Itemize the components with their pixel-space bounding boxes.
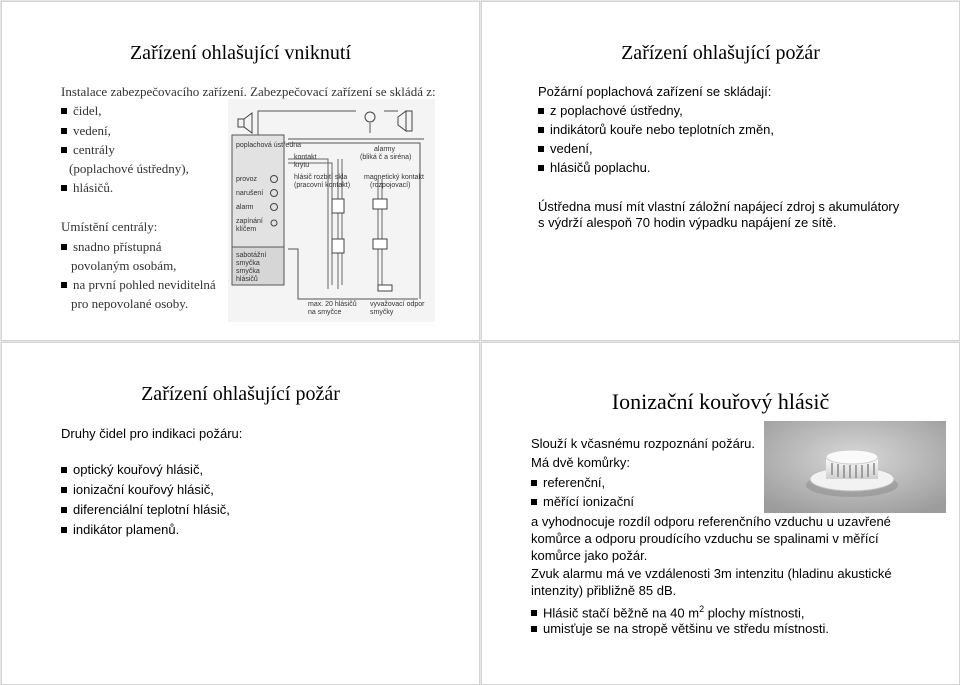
list-item: vedení, — [538, 140, 593, 158]
diagram-label: vyvažovací odpor — [370, 301, 425, 308]
list-item: optický kouřový hlásič, — [61, 460, 203, 480]
body-text: Slouží k včasnému rozpoznání požáru. — [531, 436, 756, 451]
intro-text: Druhy čidel pro indikaci požáru: — [61, 426, 243, 441]
list-item-continuation: pro nepovolané osoby. — [71, 296, 189, 311]
list-item: umisťuje se na stropě většinu ve středu místnosti. — [531, 620, 829, 638]
diagram-label: max. 20 hlásičů — [308, 301, 357, 308]
slide-title: Ionizační kouřový hlásič — [611, 389, 830, 414]
slide-title: Zařízení ohlašující požár — [141, 383, 340, 405]
bullet-icon — [61, 244, 67, 250]
diagram-label: (pracovní kontakt) — [294, 182, 351, 189]
alarm-wiring-diagram — [228, 99, 435, 322]
bullet-icon — [538, 146, 544, 152]
body-text: Zvuk alarmu má ve vzdálenosti 3m intenzitu (hladinu akustické — [531, 566, 892, 581]
bullet-icon — [61, 282, 67, 288]
bullet-icon — [61, 507, 67, 513]
bullet-icon — [531, 480, 537, 486]
list-item: vedení, — [61, 122, 111, 140]
diagram-label: narušení — [236, 190, 264, 197]
magnet-contact-box — [373, 199, 387, 209]
slide-intrusion-alarm — [1, 1, 480, 341]
body-text: Má dvě komůrky: — [531, 455, 630, 470]
diagram-label: sabotážní — [236, 252, 267, 259]
diagram-label: zapínání — [236, 218, 263, 225]
bullet-icon — [61, 128, 67, 134]
list-item: na první pohled neviditelná — [61, 276, 216, 294]
bullet-icon — [61, 185, 67, 191]
list-item: hlásičů. — [61, 179, 113, 197]
list-item: snadno přístupná — [61, 238, 161, 256]
list-item: diferenciální teplotní hlásič, — [61, 500, 230, 520]
diagram-label: na smyčce — [308, 309, 342, 316]
diagram-label: provoz — [236, 176, 258, 183]
diagram-label: hlásičů — [236, 276, 258, 283]
bullet-icon — [538, 165, 544, 171]
bullet-icon — [61, 108, 67, 114]
list-item: čidel, — [61, 102, 102, 120]
slide-ionization-detector — [481, 342, 960, 685]
slide-title: Zařízení ohlašující vniknutí — [129, 42, 352, 64]
list-item: indikátor plamenů. — [61, 520, 179, 540]
bullet-icon — [61, 467, 67, 473]
resistor-icon — [378, 285, 392, 291]
intro-text: Požární poplachová zařízení se skládají: — [538, 84, 772, 99]
body-text: komůrce jako požár. — [531, 548, 648, 563]
body-text: a vyhodnocuje rozdíl odporu referenčního vzduchu u uzavřené — [531, 514, 891, 529]
diagram-label: alarm — [236, 204, 254, 211]
smoke-detector-image — [764, 421, 946, 513]
slide-title: Zařízení ohlašující požár — [621, 42, 820, 64]
bullet-icon — [61, 147, 67, 153]
list-item: referenční, — [531, 474, 605, 492]
smoke-detector-photo — [764, 421, 946, 513]
bullet-icon — [531, 626, 537, 632]
diagram-label: magnetický kontakt — [364, 174, 424, 181]
siren-icon — [238, 113, 252, 133]
bullet-icon — [531, 610, 537, 616]
bullet-icon — [538, 108, 544, 114]
list-item-continuation: povolaným osobám, — [71, 258, 177, 273]
diagram-label: krytu — [294, 162, 310, 169]
list-item: hlásičů poplachu. — [538, 159, 650, 177]
diagram-label: smyčka — [236, 268, 260, 275]
flasher-icon — [365, 112, 375, 122]
body-text: intenzity) přibližně 85 dB. — [531, 583, 677, 598]
bullet-icon — [531, 499, 537, 505]
list-item: Hlásič stačí běžně na 40 $m^2$ plochy místnosti, — [531, 600, 805, 622]
bullet-icon — [61, 527, 67, 533]
placement-heading: Umístění centrály: — [61, 219, 158, 234]
list-item: měřící ionizační — [531, 493, 634, 511]
note-text: Ústředna musí mít vlastní záložní napájecí zdroj s akumulátory — [538, 199, 900, 214]
siren-icon — [398, 111, 412, 131]
detector-box — [332, 239, 344, 253]
list-item: z poplachové ústředny, — [538, 102, 683, 120]
diagram-label: klíčem — [236, 226, 257, 233]
diagram-label: (rozpojovací) — [370, 182, 411, 189]
list-item: indikátorů kouře nebo teplotních změn, — [538, 121, 774, 139]
list-item-continuation: (poplachové ústředny), — [69, 161, 189, 176]
slide-fire-alarm — [481, 1, 960, 341]
diagram-label: alarmy — [374, 146, 396, 153]
list-item: centrály — [61, 141, 115, 159]
slide-fire-detector-types — [1, 342, 480, 685]
magnet-contact-box — [373, 239, 387, 249]
body-text: komůrce a odporu proudícího vzduchu se spalinami v měřící — [531, 531, 879, 546]
wiring-diagram-svg — [228, 99, 435, 322]
diagram-label: kontakt — [294, 154, 317, 161]
diagram-label: (bliká č a siréna) — [360, 154, 412, 161]
diagram-label: hlásič rozbití skla — [294, 174, 348, 181]
list-item: ionizační kouřový hlásič, — [61, 480, 214, 500]
bullet-icon — [61, 487, 67, 493]
diagram-label: poplachová ústředna — [236, 142, 301, 149]
diagram-label: smyčka — [236, 260, 260, 267]
note-text: s výdrží alespoň 70 hodin výpadku napájení ze sítě. — [538, 215, 837, 230]
diagram-label: smyčky — [370, 309, 394, 316]
intro-text: Instalace zabezpečovacího zařízení. Zabezpečovací zařízení se skládá z: — [61, 84, 436, 99]
bullet-icon — [538, 127, 544, 133]
detector-box — [332, 199, 344, 213]
